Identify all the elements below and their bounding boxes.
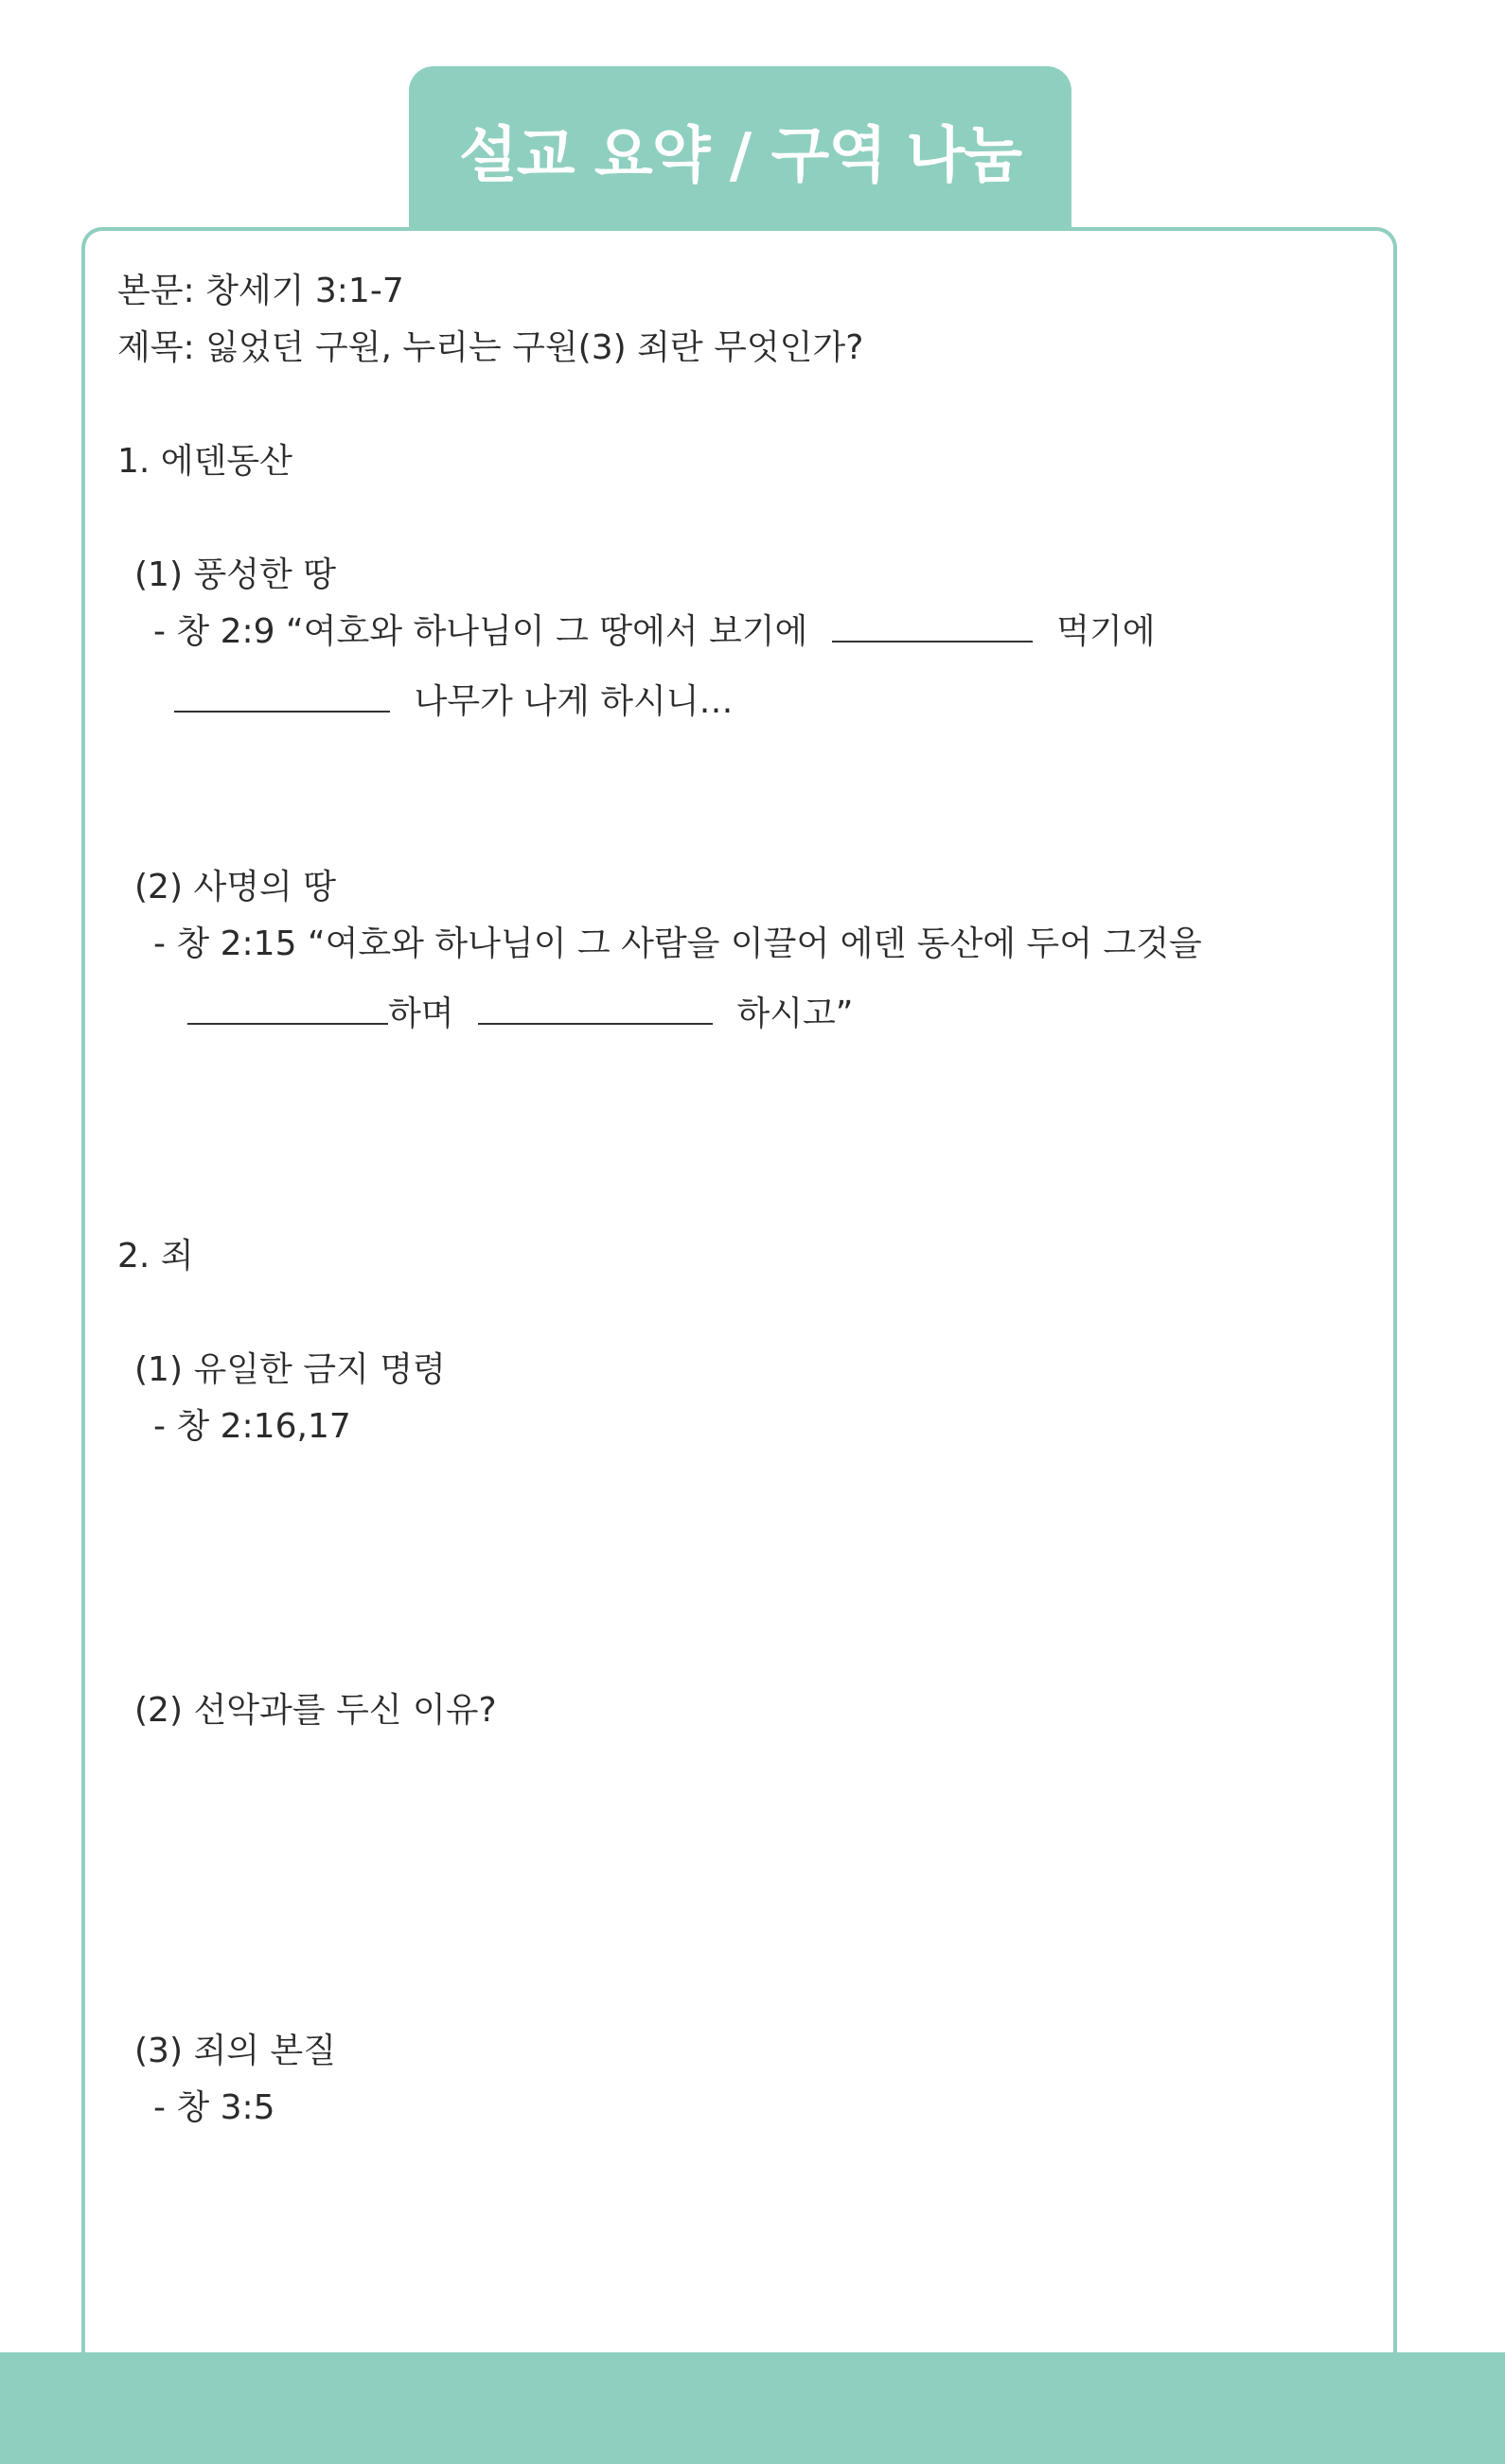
footer-band [0, 2352, 1505, 2464]
fill-blank[interactable] [478, 994, 713, 1025]
section-1-heading: 1. 에덴동산 [117, 442, 292, 481]
section-1-1-verse-line-1 [153, 611, 1156, 653]
verse-text: 나무가 나게 하시니… [414, 682, 734, 721]
section-1-2-verse-line-2 [187, 994, 853, 1035]
section-2-1-verse: - 창 2:16,17 [153, 1407, 351, 1446]
title-tab [409, 66, 1071, 229]
section-2-1-heading: (1) 유일한 금지 명령 [134, 1350, 446, 1389]
section-1-2-verse-line-1: - 창 2:15 “여호와 하나님이 그 사람을 이끌어 에덴 동산에 두어 그것을 [153, 924, 1202, 963]
section-1-2-heading: (2) 사명의 땅 [134, 868, 336, 906]
verse-text: - 창 2:9 “여호와 하나님이 그 땅에서 보기에 [153, 612, 808, 651]
sermon-title: 제목: 잃었던 구원, 누리는 구원(3) 죄란 무엇인가? [117, 328, 864, 367]
section-1-1-heading: (1) 풍성한 땅 [134, 555, 336, 594]
verse-text: 하시고” [736, 994, 854, 1033]
fill-blank[interactable] [174, 682, 390, 713]
section-1-1-verse-line-2 [170, 681, 734, 723]
scripture-reference: 본문: 창세기 3:1-7 [117, 272, 404, 310]
page-title: 설교 요약 / 구역 나눔 [458, 121, 1022, 191]
section-2-3-verse: - 창 3:5 [153, 2088, 275, 2127]
fill-blank[interactable] [832, 612, 1033, 642]
verse-text: 하며 [388, 994, 454, 1033]
section-2-heading: 2. 죄 [117, 1237, 194, 1276]
section-2-2-heading: (2) 선악과를 두신 이유? [134, 1691, 497, 1730]
section-2-3-heading: (3) 죄의 본질 [134, 2032, 336, 2070]
fill-blank[interactable] [187, 994, 388, 1025]
content-card [81, 227, 1397, 2366]
verse-text: 먹기에 [1056, 612, 1156, 651]
